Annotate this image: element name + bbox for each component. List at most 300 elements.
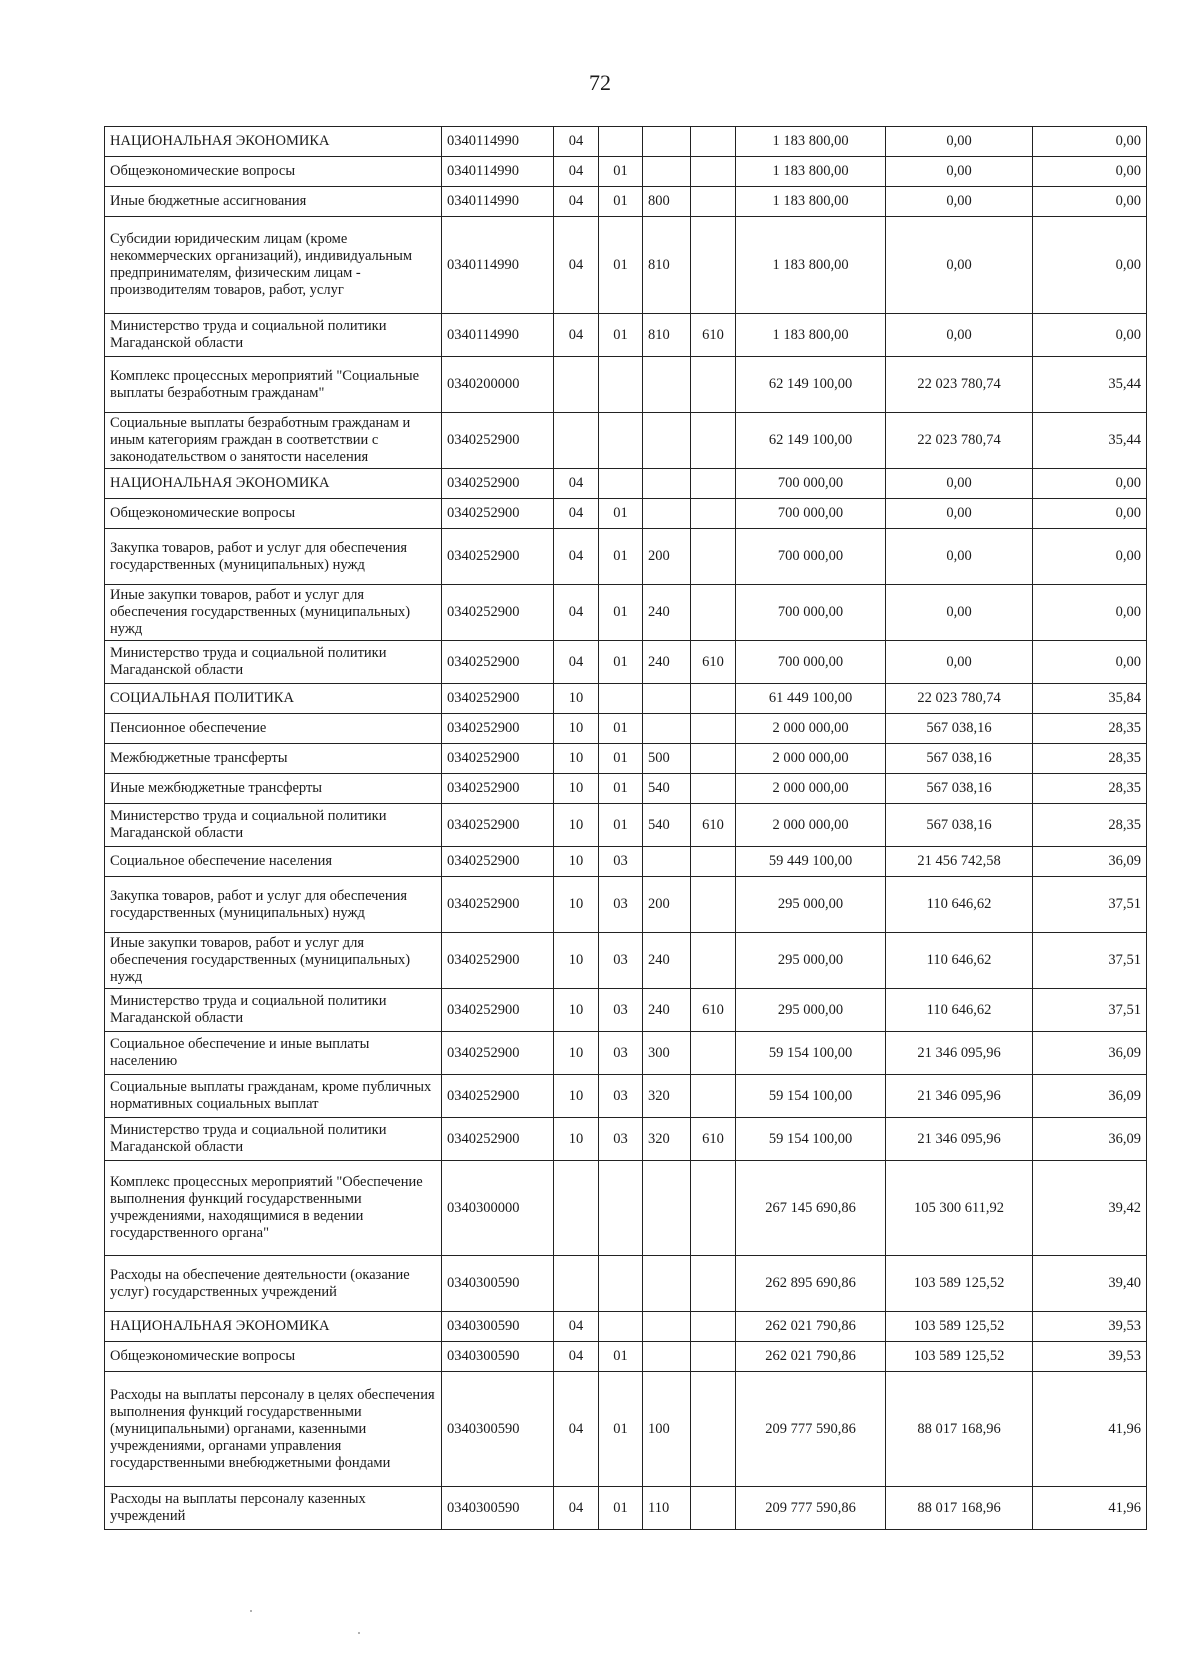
- cell-name: Расходы на выплаты персоналу в целях обеспечения выполнения функций государственными (муниципальными) органами, казенными учреждениями, органами управления государственными внебюджетными фондами: [105, 1372, 442, 1487]
- cell-section: 10: [554, 684, 599, 714]
- table-row: [105, 127, 1147, 157]
- cell-target-code: 0340252900: [442, 469, 554, 499]
- cell-execution-percent: 28,35: [1033, 744, 1147, 774]
- cell-execution-percent: 35,44: [1033, 357, 1147, 413]
- cell-planned-amount: 1 183 800,00: [736, 217, 886, 314]
- cell-planned-amount: 59 154 100,00: [736, 1032, 886, 1075]
- cell-executed-amount: 103 589 125,52: [886, 1342, 1033, 1372]
- cell-expense-type: [643, 127, 691, 157]
- cell-subsection: [599, 1312, 643, 1342]
- table-row: [105, 499, 1147, 529]
- cell-target-code: 0340252900: [442, 585, 554, 641]
- cell-name: СОЦИАЛЬНАЯ ПОЛИТИКА: [105, 684, 442, 714]
- budget-execution-table: [104, 126, 1147, 1530]
- cell-expense-type: 300: [643, 1032, 691, 1075]
- cell-executed-amount: 567 038,16: [886, 744, 1033, 774]
- cell-planned-amount: 700 000,00: [736, 469, 886, 499]
- cell-target-code: 0340252900: [442, 1118, 554, 1161]
- cell-executed-amount: 0,00: [886, 469, 1033, 499]
- cell-execution-percent: 0,00: [1033, 499, 1147, 529]
- cell-administrator: [691, 1487, 736, 1530]
- cell-section: 04: [554, 1372, 599, 1487]
- cell-execution-percent: 0,00: [1033, 469, 1147, 499]
- cell-expense-type: 540: [643, 774, 691, 804]
- cell-section: 10: [554, 774, 599, 804]
- cell-planned-amount: 61 449 100,00: [736, 684, 886, 714]
- cell-planned-amount: 62 149 100,00: [736, 413, 886, 469]
- cell-expense-type: [643, 157, 691, 187]
- cell-subsection: [599, 127, 643, 157]
- table-row: [105, 217, 1147, 314]
- cell-target-code: 0340300590: [442, 1312, 554, 1342]
- cell-administrator: [691, 684, 736, 714]
- cell-administrator: [691, 357, 736, 413]
- cell-expense-type: [643, 847, 691, 877]
- table-row: [105, 187, 1147, 217]
- cell-executed-amount: 110 646,62: [886, 989, 1033, 1032]
- cell-subsection: 01: [599, 217, 643, 314]
- cell-subsection: 03: [599, 989, 643, 1032]
- cell-expense-type: [643, 1342, 691, 1372]
- cell-subsection: 03: [599, 877, 643, 933]
- cell-planned-amount: 267 145 690,86: [736, 1161, 886, 1256]
- table-row: [105, 1342, 1147, 1372]
- cell-expense-type: 240: [643, 585, 691, 641]
- cell-execution-percent: 28,35: [1033, 714, 1147, 744]
- cell-target-code: 0340114990: [442, 314, 554, 357]
- cell-expense-type: [643, 714, 691, 744]
- cell-expense-type: [643, 684, 691, 714]
- cell-execution-percent: 0,00: [1033, 157, 1147, 187]
- cell-execution-percent: 0,00: [1033, 127, 1147, 157]
- cell-administrator: 610: [691, 314, 736, 357]
- cell-subsection: 01: [599, 714, 643, 744]
- cell-section: 04: [554, 1342, 599, 1372]
- cell-execution-percent: 0,00: [1033, 187, 1147, 217]
- cell-expense-type: 810: [643, 217, 691, 314]
- cell-planned-amount: 209 777 590,86: [736, 1372, 886, 1487]
- cell-execution-percent: 36,09: [1033, 1032, 1147, 1075]
- cell-administrator: [691, 744, 736, 774]
- cell-executed-amount: 567 038,16: [886, 714, 1033, 744]
- cell-planned-amount: 295 000,00: [736, 989, 886, 1032]
- cell-expense-type: 240: [643, 641, 691, 684]
- cell-target-code: 0340300590: [442, 1372, 554, 1487]
- cell-execution-percent: 39,53: [1033, 1312, 1147, 1342]
- cell-target-code: 0340114990: [442, 127, 554, 157]
- cell-administrator: [691, 933, 736, 989]
- cell-administrator: [691, 847, 736, 877]
- cell-section: 04: [554, 1487, 599, 1530]
- cell-name: НАЦИОНАЛЬНАЯ ЭКОНОМИКА: [105, 1312, 442, 1342]
- cell-expense-type: 500: [643, 744, 691, 774]
- cell-section: 04: [554, 585, 599, 641]
- cell-execution-percent: 28,35: [1033, 774, 1147, 804]
- scan-speck: [250, 1610, 252, 1612]
- cell-section: 04: [554, 469, 599, 499]
- cell-administrator: 610: [691, 804, 736, 847]
- cell-subsection: [599, 413, 643, 469]
- cell-administrator: [691, 877, 736, 933]
- table-row: [105, 1075, 1147, 1118]
- table-row: [105, 641, 1147, 684]
- cell-administrator: [691, 1312, 736, 1342]
- cell-section: 10: [554, 1118, 599, 1161]
- table-row: [105, 684, 1147, 714]
- table-row: [105, 744, 1147, 774]
- cell-executed-amount: 0,00: [886, 127, 1033, 157]
- cell-administrator: 610: [691, 1118, 736, 1161]
- table-row: [105, 314, 1147, 357]
- table-row: [105, 413, 1147, 469]
- cell-expense-type: [643, 1256, 691, 1312]
- cell-executed-amount: 88 017 168,96: [886, 1372, 1033, 1487]
- cell-target-code: 0340252900: [442, 847, 554, 877]
- cell-planned-amount: 295 000,00: [736, 877, 886, 933]
- scan-speck: [358, 1632, 360, 1634]
- cell-name: Социальные выплаты гражданам, кроме публичных нормативных социальных выплат: [105, 1075, 442, 1118]
- cell-planned-amount: 1 183 800,00: [736, 314, 886, 357]
- cell-executed-amount: 105 300 611,92: [886, 1161, 1033, 1256]
- cell-planned-amount: 700 000,00: [736, 499, 886, 529]
- cell-target-code: 0340252900: [442, 499, 554, 529]
- cell-execution-percent: 36,09: [1033, 1075, 1147, 1118]
- cell-expense-type: 800: [643, 187, 691, 217]
- cell-executed-amount: 21 346 095,96: [886, 1075, 1033, 1118]
- cell-executed-amount: 0,00: [886, 217, 1033, 314]
- cell-subsection: 03: [599, 1075, 643, 1118]
- cell-target-code: 0340252900: [442, 641, 554, 684]
- cell-expense-type: [643, 1161, 691, 1256]
- cell-subsection: 01: [599, 641, 643, 684]
- cell-administrator: [691, 217, 736, 314]
- cell-expense-type: 110: [643, 1487, 691, 1530]
- cell-execution-percent: 0,00: [1033, 641, 1147, 684]
- cell-administrator: [691, 1342, 736, 1372]
- cell-section: 10: [554, 847, 599, 877]
- cell-execution-percent: 37,51: [1033, 933, 1147, 989]
- cell-administrator: [691, 157, 736, 187]
- cell-name: Общеэкономические вопросы: [105, 499, 442, 529]
- cell-executed-amount: 567 038,16: [886, 774, 1033, 804]
- cell-execution-percent: 0,00: [1033, 529, 1147, 585]
- cell-planned-amount: 62 149 100,00: [736, 357, 886, 413]
- cell-section: 04: [554, 499, 599, 529]
- cell-name: Расходы на выплаты персоналу казенных учреждений: [105, 1487, 442, 1530]
- cell-administrator: [691, 1161, 736, 1256]
- cell-administrator: [691, 469, 736, 499]
- cell-executed-amount: 0,00: [886, 187, 1033, 217]
- cell-target-code: 0340252900: [442, 989, 554, 1032]
- cell-administrator: [691, 187, 736, 217]
- cell-subsection: [599, 357, 643, 413]
- cell-expense-type: 810: [643, 314, 691, 357]
- cell-name: Субсидии юридическим лицам (кроме некоммерческих организаций), индивидуальным предпринимателям, физическим лицам - производителям товаров, работ, услуг: [105, 217, 442, 314]
- cell-name: Иные закупки товаров, работ и услуг для обеспечения государственных (муниципальных) нужд: [105, 585, 442, 641]
- cell-section: 10: [554, 989, 599, 1032]
- cell-executed-amount: 0,00: [886, 314, 1033, 357]
- cell-execution-percent: 0,00: [1033, 217, 1147, 314]
- cell-executed-amount: 22 023 780,74: [886, 684, 1033, 714]
- cell-planned-amount: 59 154 100,00: [736, 1075, 886, 1118]
- cell-target-code: 0340300590: [442, 1256, 554, 1312]
- cell-execution-percent: 39,40: [1033, 1256, 1147, 1312]
- cell-execution-percent: 0,00: [1033, 585, 1147, 641]
- table-row: [105, 469, 1147, 499]
- cell-subsection: [599, 684, 643, 714]
- cell-executed-amount: 0,00: [886, 157, 1033, 187]
- cell-subsection: 01: [599, 774, 643, 804]
- cell-execution-percent: 0,00: [1033, 314, 1147, 357]
- cell-planned-amount: 1 183 800,00: [736, 187, 886, 217]
- cell-target-code: 0340252900: [442, 1032, 554, 1075]
- table-row: [105, 529, 1147, 585]
- table-row: [105, 804, 1147, 847]
- cell-target-code: 0340114990: [442, 187, 554, 217]
- cell-target-code: 0340252900: [442, 774, 554, 804]
- cell-name: Закупка товаров, работ и услуг для обеспечения государственных (муниципальных) нужд: [105, 529, 442, 585]
- cell-administrator: [691, 714, 736, 744]
- cell-administrator: [691, 1032, 736, 1075]
- cell-planned-amount: 59 154 100,00: [736, 1118, 886, 1161]
- cell-executed-amount: 22 023 780,74: [886, 357, 1033, 413]
- cell-section: 04: [554, 217, 599, 314]
- cell-name: Иные межбюджетные трансферты: [105, 774, 442, 804]
- cell-section: 04: [554, 1312, 599, 1342]
- cell-planned-amount: 700 000,00: [736, 529, 886, 585]
- cell-section: [554, 1161, 599, 1256]
- cell-executed-amount: 0,00: [886, 585, 1033, 641]
- cell-executed-amount: 0,00: [886, 529, 1033, 585]
- cell-name: Иные закупки товаров, работ и услуг для обеспечения государственных (муниципальных) нужд: [105, 933, 442, 989]
- cell-administrator: [691, 774, 736, 804]
- cell-name: Социальное обеспечение населения: [105, 847, 442, 877]
- cell-subsection: [599, 1256, 643, 1312]
- cell-target-code: 0340252900: [442, 804, 554, 847]
- cell-name: НАЦИОНАЛЬНАЯ ЭКОНОМИКА: [105, 469, 442, 499]
- cell-executed-amount: 21 346 095,96: [886, 1118, 1033, 1161]
- cell-section: [554, 1256, 599, 1312]
- cell-target-code: 0340252900: [442, 877, 554, 933]
- cell-name: Расходы на обеспечение деятельности (оказание услуг) государственных учреждений: [105, 1256, 442, 1312]
- cell-execution-percent: 41,96: [1033, 1372, 1147, 1487]
- cell-planned-amount: 2 000 000,00: [736, 804, 886, 847]
- cell-target-code: 0340252900: [442, 529, 554, 585]
- cell-subsection: 03: [599, 933, 643, 989]
- cell-target-code: 0340252900: [442, 714, 554, 744]
- cell-subsection: 03: [599, 847, 643, 877]
- cell-section: 04: [554, 314, 599, 357]
- cell-planned-amount: 1 183 800,00: [736, 157, 886, 187]
- page-number: 72: [589, 70, 611, 95]
- cell-expense-type: 320: [643, 1118, 691, 1161]
- cell-planned-amount: 262 021 790,86: [736, 1312, 886, 1342]
- cell-planned-amount: 700 000,00: [736, 585, 886, 641]
- table-row: [105, 1372, 1147, 1487]
- cell-expense-type: 240: [643, 933, 691, 989]
- cell-expense-type: 200: [643, 877, 691, 933]
- table-row: [105, 989, 1147, 1032]
- cell-execution-percent: 37,51: [1033, 989, 1147, 1032]
- cell-target-code: 0340252900: [442, 1075, 554, 1118]
- cell-executed-amount: 0,00: [886, 641, 1033, 684]
- cell-section: 10: [554, 714, 599, 744]
- cell-subsection: 01: [599, 314, 643, 357]
- table-row: [105, 585, 1147, 641]
- cell-section: 10: [554, 877, 599, 933]
- cell-subsection: 03: [599, 1032, 643, 1075]
- cell-execution-percent: 28,35: [1033, 804, 1147, 847]
- cell-expense-type: [643, 413, 691, 469]
- cell-executed-amount: 567 038,16: [886, 804, 1033, 847]
- cell-subsection: 01: [599, 529, 643, 585]
- cell-execution-percent: 36,09: [1033, 847, 1147, 877]
- cell-expense-type: 240: [643, 989, 691, 1032]
- cell-execution-percent: 39,53: [1033, 1342, 1147, 1372]
- cell-expense-type: 100: [643, 1372, 691, 1487]
- cell-target-code: 0340252900: [442, 933, 554, 989]
- cell-subsection: [599, 1161, 643, 1256]
- cell-expense-type: 540: [643, 804, 691, 847]
- cell-subsection: 03: [599, 1118, 643, 1161]
- cell-name: Министерство труда и социальной политики Магаданской области: [105, 1118, 442, 1161]
- cell-administrator: [691, 1075, 736, 1118]
- cell-execution-percent: 37,51: [1033, 877, 1147, 933]
- cell-planned-amount: 1 183 800,00: [736, 127, 886, 157]
- cell-name: НАЦИОНАЛЬНАЯ ЭКОНОМИКА: [105, 127, 442, 157]
- cell-name: Комплекс процессных мероприятий "Социальные выплаты безработным гражданам": [105, 357, 442, 413]
- table-row: [105, 877, 1147, 933]
- cell-target-code: 0340300590: [442, 1487, 554, 1530]
- cell-planned-amount: 2 000 000,00: [736, 744, 886, 774]
- cell-section: 10: [554, 1075, 599, 1118]
- table-row: [105, 1118, 1147, 1161]
- table-row: [105, 933, 1147, 989]
- cell-execution-percent: 39,42: [1033, 1161, 1147, 1256]
- cell-section: 04: [554, 641, 599, 684]
- table-row: [105, 1487, 1147, 1530]
- cell-section: 04: [554, 187, 599, 217]
- cell-planned-amount: 2 000 000,00: [736, 714, 886, 744]
- cell-executed-amount: 21 456 742,58: [886, 847, 1033, 877]
- cell-section: 10: [554, 744, 599, 774]
- cell-subsection: 01: [599, 804, 643, 847]
- cell-planned-amount: 262 021 790,86: [736, 1342, 886, 1372]
- cell-subsection: 01: [599, 157, 643, 187]
- cell-name: Общеэкономические вопросы: [105, 1342, 442, 1372]
- cell-section: 10: [554, 804, 599, 847]
- cell-subsection: 01: [599, 499, 643, 529]
- cell-section: 10: [554, 1032, 599, 1075]
- table-body: [105, 127, 1147, 1530]
- cell-subsection: 01: [599, 187, 643, 217]
- cell-executed-amount: 110 646,62: [886, 933, 1033, 989]
- cell-target-code: 0340114990: [442, 157, 554, 187]
- cell-expense-type: [643, 469, 691, 499]
- cell-administrator: [691, 585, 736, 641]
- cell-execution-percent: 35,84: [1033, 684, 1147, 714]
- cell-name: Межбюджетные трансферты: [105, 744, 442, 774]
- cell-target-code: 0340200000: [442, 357, 554, 413]
- table-row: [105, 714, 1147, 744]
- cell-section: 04: [554, 529, 599, 585]
- table-row: [105, 1032, 1147, 1075]
- cell-subsection: 01: [599, 1487, 643, 1530]
- cell-subsection: [599, 469, 643, 499]
- cell-administrator: [691, 529, 736, 585]
- cell-name: Иные бюджетные ассигнования: [105, 187, 442, 217]
- cell-executed-amount: 103 589 125,52: [886, 1256, 1033, 1312]
- cell-execution-percent: 35,44: [1033, 413, 1147, 469]
- cell-name: Общеэкономические вопросы: [105, 157, 442, 187]
- cell-execution-percent: 36,09: [1033, 1118, 1147, 1161]
- cell-administrator: [691, 1256, 736, 1312]
- cell-expense-type: [643, 357, 691, 413]
- table-row: [105, 357, 1147, 413]
- cell-subsection: 01: [599, 585, 643, 641]
- cell-name: Пенсионное обеспечение: [105, 714, 442, 744]
- cell-planned-amount: 2 000 000,00: [736, 774, 886, 804]
- cell-planned-amount: 700 000,00: [736, 641, 886, 684]
- cell-name: Закупка товаров, работ и услуг для обеспечения государственных (муниципальных) нужд: [105, 877, 442, 933]
- cell-administrator: 610: [691, 641, 736, 684]
- cell-planned-amount: 262 895 690,86: [736, 1256, 886, 1312]
- cell-executed-amount: 22 023 780,74: [886, 413, 1033, 469]
- cell-executed-amount: 103 589 125,52: [886, 1312, 1033, 1342]
- cell-expense-type: 320: [643, 1075, 691, 1118]
- cell-subsection: 01: [599, 1342, 643, 1372]
- cell-administrator: 610: [691, 989, 736, 1032]
- cell-name: Министерство труда и социальной политики Магаданской области: [105, 804, 442, 847]
- cell-expense-type: 200: [643, 529, 691, 585]
- cell-target-code: 0340300000: [442, 1161, 554, 1256]
- cell-target-code: 0340252900: [442, 684, 554, 714]
- cell-administrator: [691, 413, 736, 469]
- table-row: [105, 847, 1147, 877]
- cell-section: 10: [554, 933, 599, 989]
- cell-expense-type: [643, 499, 691, 529]
- cell-section: 04: [554, 157, 599, 187]
- cell-section: [554, 413, 599, 469]
- cell-name: Комплекс процессных мероприятий "Обеспечение выполнения функций государственными учреждениями, находящимися в ведении государственного органа": [105, 1161, 442, 1256]
- table-row: [105, 1312, 1147, 1342]
- cell-subsection: 01: [599, 1372, 643, 1487]
- cell-section: 04: [554, 127, 599, 157]
- table-row: [105, 774, 1147, 804]
- cell-name: Социальное обеспечение и иные выплаты населению: [105, 1032, 442, 1075]
- cell-subsection: 01: [599, 744, 643, 774]
- cell-target-code: 0340114990: [442, 217, 554, 314]
- cell-planned-amount: 295 000,00: [736, 933, 886, 989]
- cell-administrator: [691, 1372, 736, 1487]
- cell-executed-amount: 21 346 095,96: [886, 1032, 1033, 1075]
- cell-administrator: [691, 127, 736, 157]
- cell-name: Министерство труда и социальной политики Магаданской области: [105, 641, 442, 684]
- cell-name: Социальные выплаты безработным гражданам и иным категориям граждан в соответствии с законодательством о занятости населения: [105, 413, 442, 469]
- table-row: [105, 1161, 1147, 1256]
- cell-name: Министерство труда и социальной политики Магаданской области: [105, 314, 442, 357]
- cell-section: [554, 357, 599, 413]
- cell-expense-type: [643, 1312, 691, 1342]
- cell-target-code: 0340300590: [442, 1342, 554, 1372]
- cell-target-code: 0340252900: [442, 413, 554, 469]
- table-row: [105, 1256, 1147, 1312]
- cell-execution-percent: 41,96: [1033, 1487, 1147, 1530]
- cell-executed-amount: 88 017 168,96: [886, 1487, 1033, 1530]
- table-row: [105, 157, 1147, 187]
- cell-planned-amount: 59 449 100,00: [736, 847, 886, 877]
- cell-administrator: [691, 499, 736, 529]
